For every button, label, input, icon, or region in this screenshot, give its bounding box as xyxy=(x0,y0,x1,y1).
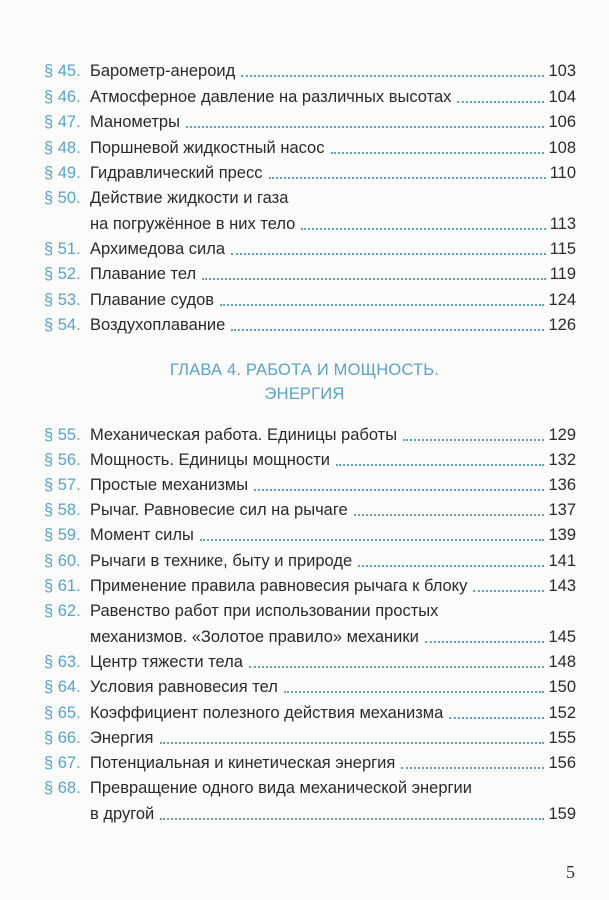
toc-entry xyxy=(44,261,576,287)
entry-title: Потенциальная и кинетическая энергия xyxy=(90,754,396,772)
dot-leader xyxy=(336,464,544,466)
toc-entry xyxy=(44,135,576,161)
section-number: § 58. xyxy=(44,501,81,519)
dot-leader xyxy=(249,666,545,668)
dot-leader xyxy=(231,329,544,331)
section-number: § 68. xyxy=(44,779,81,797)
dot-leader xyxy=(425,641,545,643)
entry-page: 124 xyxy=(548,291,576,309)
entry-title-continued: на погружённое в них тело xyxy=(90,215,296,233)
entry-title: Момент силы xyxy=(90,526,194,544)
entry-page: 104 xyxy=(548,88,576,106)
toc-entry xyxy=(44,447,576,473)
entry-page: 110 xyxy=(549,164,576,182)
section-number: § 47. xyxy=(44,113,81,131)
entry-title: Гидравлический пресс xyxy=(90,164,263,182)
toc-entry xyxy=(44,58,576,84)
entry-page: 129 xyxy=(548,426,576,444)
entry-page: 136 xyxy=(548,476,576,494)
dot-leader xyxy=(284,691,545,693)
entry-title: Рычаг. Равновесие сил на рычаге xyxy=(90,501,348,519)
toc-entry xyxy=(44,422,576,448)
entry-title-continued: механизмов. «Золотое правило» механики xyxy=(90,628,419,646)
section-number: § 50. xyxy=(44,189,81,207)
entry-page: 145 xyxy=(548,628,576,646)
section-number: § 53. xyxy=(44,291,81,309)
entry-title: Равенство работ при использовании простых xyxy=(90,602,439,620)
toc-entry xyxy=(44,598,576,650)
entry-title: Атмосферное давление на различных высотах xyxy=(90,88,452,106)
dot-leader xyxy=(200,539,545,541)
entry-page: 148 xyxy=(548,653,576,671)
entry-title: Действие жидкости и газа xyxy=(90,189,289,207)
toc-entry xyxy=(44,573,576,599)
toc-entry xyxy=(44,649,576,675)
dot-leader xyxy=(231,253,546,255)
toc-entry xyxy=(44,674,576,700)
entry-title: Поршневой жидкостный насос xyxy=(90,139,325,157)
toc-entry xyxy=(44,472,576,498)
section-number: § 57. xyxy=(44,476,81,494)
dot-leader xyxy=(186,126,545,128)
section-number: § 64. xyxy=(44,678,81,696)
toc-entry xyxy=(44,700,576,726)
entry-page: 103 xyxy=(548,62,576,80)
section-number: § 45. xyxy=(44,62,81,80)
section-number: § 56. xyxy=(44,451,81,469)
toc-entry xyxy=(44,548,576,574)
entry-title: Плавание судов xyxy=(90,291,215,309)
section-number: § 52. xyxy=(44,265,81,283)
dot-leader xyxy=(401,767,544,769)
section-number: § 61. xyxy=(44,577,81,595)
entry-title: Рычаги в технике, быту и природе xyxy=(90,552,353,570)
entry-title: Мощность. Единицы мощности xyxy=(90,451,331,469)
toc-entry xyxy=(44,160,576,186)
toc-entry xyxy=(44,109,576,135)
entry-page: 143 xyxy=(548,577,576,595)
entry-title: Плавание тел xyxy=(90,265,197,283)
chapter-heading xyxy=(0,358,609,406)
section-number: § 51. xyxy=(44,240,81,258)
toc-entry xyxy=(44,775,576,827)
entry-page: 119 xyxy=(549,265,576,283)
section-number: § 66. xyxy=(44,729,81,747)
entry-page: 108 xyxy=(548,139,576,157)
entry-title: Механическая работа. Единицы работы xyxy=(90,426,398,444)
entry-page: 137 xyxy=(548,501,576,519)
toc-entry xyxy=(44,312,576,338)
toc-entry xyxy=(44,236,576,262)
dot-leader xyxy=(473,590,544,592)
dot-leader xyxy=(358,565,544,567)
dot-leader xyxy=(220,304,544,306)
section-number: § 62. xyxy=(44,602,81,620)
dot-leader xyxy=(403,439,544,441)
entry-page: 132 xyxy=(548,451,576,469)
section-number: § 63. xyxy=(44,653,81,671)
dot-leader xyxy=(160,742,545,744)
entry-title: Манометры xyxy=(90,113,180,131)
section-number: § 55. xyxy=(44,426,81,444)
entry-page: 155 xyxy=(548,729,576,747)
entry-title: Применение правила равновесия рычага к блоку xyxy=(90,577,468,595)
section-number: § 49. xyxy=(44,164,81,182)
section-number: § 60. xyxy=(44,552,81,570)
entry-page: 113 xyxy=(549,215,576,233)
entry-title: Условия равновесия тел xyxy=(90,678,278,696)
toc-entry xyxy=(44,750,576,776)
section-number: § 65. xyxy=(44,704,81,722)
entry-page: 126 xyxy=(548,316,576,334)
entry-title: Простые механизмы xyxy=(90,476,249,494)
dot-leader xyxy=(457,101,544,103)
entry-title: Превращение одного вида механической энергии xyxy=(90,779,472,797)
entry-title: Коэффициент полезного действия механизма xyxy=(90,704,444,722)
section-number: § 67. xyxy=(44,754,81,772)
dot-leader xyxy=(331,152,545,154)
toc-entry xyxy=(44,725,576,751)
section-number: § 46. xyxy=(44,88,81,106)
dot-leader xyxy=(354,514,545,516)
toc-entry xyxy=(44,287,576,313)
entry-page: 139 xyxy=(548,526,576,544)
page-number: 5 xyxy=(566,862,575,882)
entry-title: Центр тяжести тела xyxy=(90,653,243,671)
toc-entry xyxy=(44,522,576,548)
toc-entry xyxy=(44,84,576,110)
dot-leader xyxy=(269,177,546,179)
dot-leader xyxy=(202,278,546,280)
section-number: § 54. xyxy=(44,316,81,334)
dot-leader xyxy=(449,717,544,719)
entry-page: 115 xyxy=(549,240,576,258)
section-number: § 59. xyxy=(44,526,81,544)
entry-title: Барометр-анероид xyxy=(90,62,236,80)
dot-leader xyxy=(160,818,544,820)
toc-entry xyxy=(44,185,576,237)
entry-page: 159 xyxy=(548,805,576,823)
chapter-heading-line2: ЭНЕРГИЯ xyxy=(264,385,345,403)
chapter-heading-line1: ГЛАВА 4. РАБОТА И МОЩНОСТЬ. xyxy=(169,361,440,379)
entry-title: Архимедова сила xyxy=(90,240,226,258)
dot-leader xyxy=(301,228,545,230)
section-number: § 48. xyxy=(44,139,81,157)
entry-page: 141 xyxy=(548,552,576,570)
entry-page: 150 xyxy=(548,678,576,696)
entry-page: 152 xyxy=(548,704,576,722)
toc-entry xyxy=(44,497,576,523)
entry-page: 156 xyxy=(548,754,576,772)
dot-leader xyxy=(241,75,544,77)
entry-title: Энергия xyxy=(90,729,154,747)
entry-title-continued: в другой xyxy=(90,805,155,823)
entry-page: 106 xyxy=(548,113,576,131)
entry-title: Воздухоплавание xyxy=(90,316,226,334)
dot-leader xyxy=(254,489,544,491)
